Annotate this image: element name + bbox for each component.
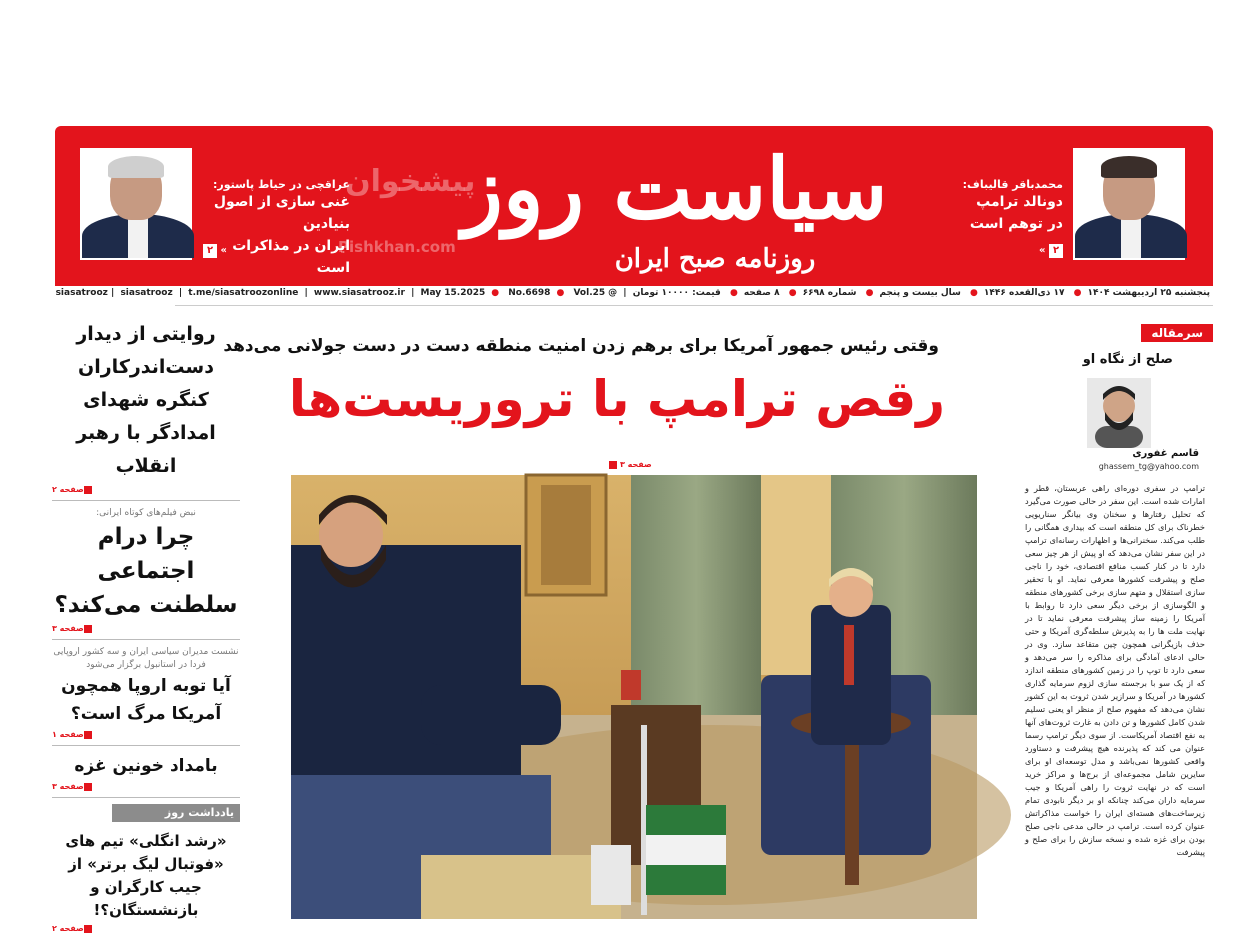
divider — [52, 500, 240, 501]
watermark: پیشخوان — [345, 164, 476, 199]
left-teaser-photo — [80, 148, 192, 260]
left-teaser-headline-2: ایران در مذاکرات است — [232, 238, 350, 276]
divider — [52, 797, 240, 798]
logo-title: سیاست روز — [462, 139, 888, 238]
info-no: No.6698 — [508, 288, 551, 298]
issue-info-bar: پنجشنبه ۲۵ اردیبهشت ۱۴۰۴● ۱۷ ذی‌القعده ۱۴۴۶● سال بیست و پنجم● شماره ۶۶۹۸● ۸ صفحه● قیمت: ۱۰۰۰۰ تومان | @siasatrooz | siasatrooz | t.me/siasatroozonline | www.siasatrooz.ir | May 15.2025 ● No.6698 ● Vol.25 — [175, 288, 1213, 306]
lead-story[interactable] — [223, 322, 977, 919]
left-teaser-headline: غنی سازی از اصول بنیادین — [213, 194, 350, 232]
info-date-en: May 15.2025 — [420, 288, 486, 298]
info-pages: ۸ صفحه — [743, 288, 780, 298]
left-story-kicker: نشست مدیران سیاسی ایران و سه کشور اروپایی فردا در استانبول برگزار می‌شود — [53, 647, 239, 670]
info-issue: شماره ۶۶۹۸ — [802, 288, 857, 298]
left-story-headline: آیا توبه اروپا همچون آمریکا مرگ است؟ — [61, 676, 231, 724]
editorial-tag: سرمقاله — [1141, 324, 1213, 342]
left-story-1[interactable] — [52, 318, 240, 494]
lead-photo-illustration — [291, 475, 977, 919]
masthead — [55, 126, 1213, 286]
editorial-body: ترامپ در سفری دوره‌ای راهی عربستان، قطر و امارات شده است. این سفر در حالی صورت می‌گیرد که تحلیل رفتارها و سخنان وی بیانگر سناریویی خطرناک برای کل منطقه است که بیداری همگانی را طلب می‌کند. سخنرانی‌ها و اظهارات رسانه‌ای ترامپ در این سفر نشان می‌دهد که او پیش از هر چیز سعی دارد تا در کنار کسب منافع اقتصادی، خود را ناجی صلح و پیشرفت کشورها معرفی نماید. او با تحقیر سازی استقلال و متهم سازی برخی کشورهای منطقه و الگوسازی از برخی دیگر سعی دارد تا روابط با آمریکا را زمینه ساز پیشرفت معرفی نماید تا در نهایت ملت ها را به پذیرش سلطه‌گری آمریکا و حتی حذف بازیگرانی همچون چین متقاعد سازد. وی در حالی ادعای آمادگی برای مذاکره را سر می‌دهد و سعی دارد تا توپ را در زمین کشورهای منطقه اندازد که از یک سو با برجسته سازی لزوم سرمایه گذاری کشورها در آمریکا و سرازیر شدن ثروت به این کشور نشان می‌دهد که مفهوم صلح از منظر او یعنی تسلیم شدن کامل کشورها و تن دادن به غارت ثروت‌های آنها به نفع اقتصاد آمریکاست. از سوی دیگر ترامپ رسما عنوان می کند که پذیرنده هیچ پیشرفت و دستاورد واقعی کشورها نمی‌باشد و مدل توسعه‌ای او برای سایرین شامل مجموعه‌ای از برج‌ها و مراکز خرید است که در نهایت ثروت را راهی آمریکا و جیب سرمایه داران می‌کند چنانکه او بر دیگر نابودی تمام زیرساخت‌های هسته‌ای ایران را خواست مذاکراتش عنوان کرده است. ترامپ در حالی مدعی ناجی صلح بودن برای غزه شده و نسخه سازش را برای صلح و پیشرفت — [1025, 483, 1205, 857]
lead-headline: رقص ترامپ با تروریست‌ها — [288, 370, 945, 428]
info-hijri: ۱۷ ذی‌القعده ۱۴۴۶ — [983, 288, 1065, 298]
left-story-2[interactable] — [52, 507, 240, 633]
page-tag: صفحه ۳ — [52, 624, 240, 633]
right-teaser-photo — [1073, 148, 1185, 260]
page-tag: صفحه ۲ — [52, 485, 240, 494]
author-name: قاسم غفوری — [1132, 448, 1199, 459]
info-date: پنجشنبه ۲۵ اردیبهشت ۱۴۰۴ — [1087, 288, 1210, 298]
author-email: ghassem_tg@yahoo.com — [1098, 462, 1199, 471]
divider — [52, 639, 240, 640]
newspaper-logo[interactable] — [455, 134, 895, 284]
info-telegram[interactable]: t.me/siasatroozonline — [188, 288, 299, 298]
left-story-headline: روایتی از دیدار دست‌اندرکاران کنگره شهدای امدادگر با رهبر انقلاب — [76, 323, 216, 477]
right-teaser-kicker: محمدباقر قالیباف: — [962, 178, 1063, 191]
left-teaser-kicker: عراقچی در حیاط پاستور: — [212, 178, 350, 191]
info-website[interactable]: www.siasatrooz.ir — [313, 288, 405, 298]
page-tag: صفحه ۳ — [52, 782, 240, 791]
right-teaser[interactable] — [943, 178, 1063, 235]
left-story-headline: بامداد خونین غزه — [74, 756, 218, 776]
info-instagram[interactable]: siasatrooz — [120, 288, 173, 298]
watermark-url: Pishkhan.com — [338, 238, 456, 256]
left-column — [52, 318, 240, 933]
left-teaser-page: ۲ « — [203, 244, 227, 260]
left-story-4[interactable] — [52, 752, 240, 791]
info-year: سال بیست و پنجم — [879, 288, 961, 298]
divider — [52, 745, 240, 746]
daily-note[interactable] — [52, 804, 240, 933]
right-teaser-headline: دونالد ترامپ — [976, 194, 1063, 210]
page-tag: صفحه ۱ — [52, 730, 240, 739]
left-story-kicker: نبض فیلم‌های کوتاه ایرانی: — [96, 508, 196, 518]
lead-kicker: وقتی رئیس جمهور آمریکا برای برهم زدن امنیت منطقه دست در دست جولانی می‌دهد — [223, 336, 939, 356]
lead-photo — [291, 475, 977, 919]
daily-note-headline: «رشد انگلی» تیم های «فوتبال لیگ برتر» از جیب کارگران و بازنشستگان؟! — [65, 832, 227, 919]
info-vol: Vol.25 — [573, 288, 606, 298]
info-twitter[interactable]: @siasatrooz — [55, 288, 618, 298]
author-portrait — [1087, 378, 1151, 448]
left-teaser[interactable] — [200, 178, 350, 279]
author-avatar — [1087, 378, 1151, 448]
logo-subtitle: روزنامه صبح ایران — [614, 244, 816, 274]
page-tag: صفحه ۲ — [52, 924, 240, 933]
editorial-column — [1015, 322, 1213, 919]
editorial-title[interactable]: صلح از نگاه او — [1082, 352, 1173, 367]
lead-page-tag: صفحه ۳ — [609, 460, 652, 469]
right-teaser-headline-2: در توهم است — [969, 216, 1063, 232]
daily-note-label: یادداشت روز — [112, 804, 240, 822]
right-teaser-page: « ۲ — [1039, 244, 1063, 260]
left-story-3[interactable] — [52, 646, 240, 739]
info-price: قیمت: ۱۰۰۰۰ تومان — [632, 288, 721, 298]
left-story-headline: چرا درام اجتماعی سلطنت می‌کند؟ — [54, 524, 238, 618]
